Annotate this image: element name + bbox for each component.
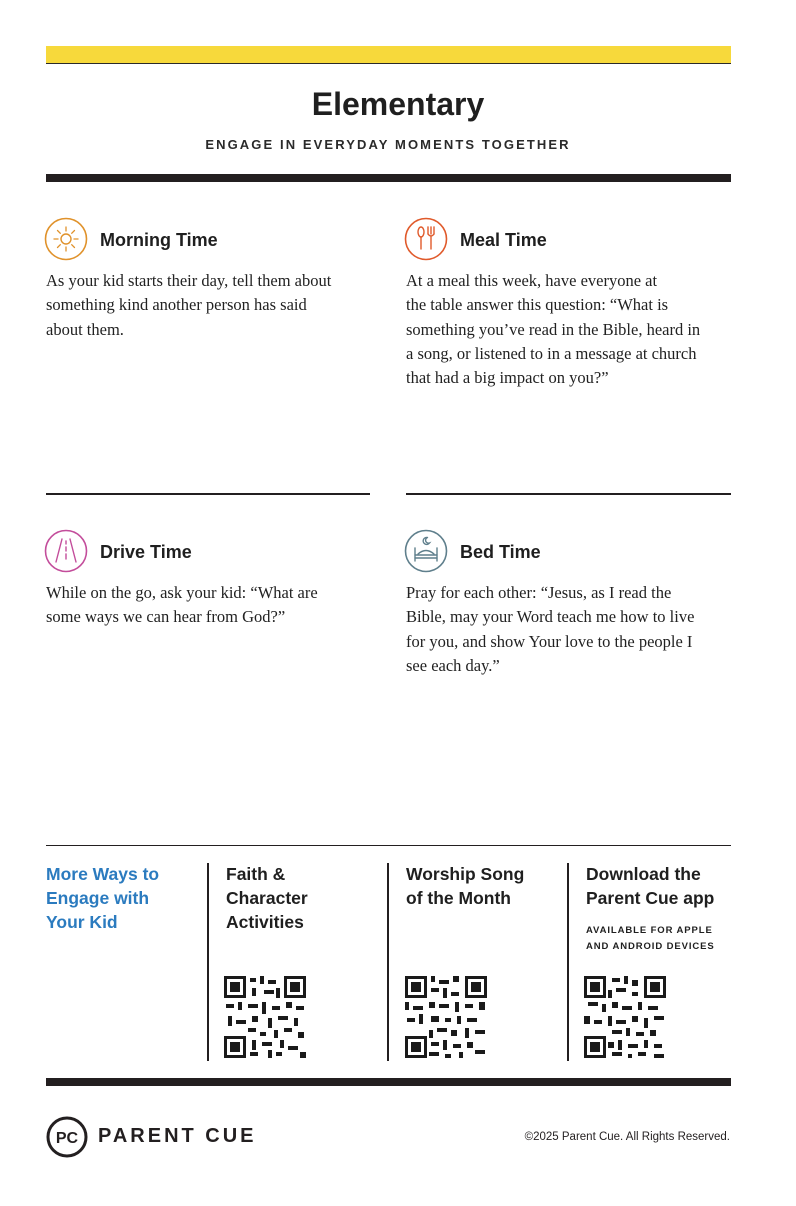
parent-cue-logo bbox=[46, 1116, 88, 1158]
footer-bottom-rule bbox=[46, 1078, 731, 1086]
meal-time-title: Meal Time bbox=[460, 230, 547, 250]
section-divider-left bbox=[46, 493, 370, 495]
app-availability-note: AVAILABLE FOR APPLE AND ANDROID DEVICES bbox=[586, 925, 715, 952]
footer-column-divider bbox=[387, 863, 389, 1061]
meal-time-text: At a meal this week, have everyone at the table answer this question: “What is something you’ve read in the Bible, heard in a song, or listened to in a message at church that had a big impact on you?” bbox=[406, 271, 701, 388]
worship-song-heading: Worship Song of the Month bbox=[406, 864, 525, 908]
brand-name: PARENT CUE bbox=[98, 1125, 257, 1147]
faith-character-heading: Faith & Character Activities bbox=[226, 864, 308, 932]
morning-time-title: Morning Time bbox=[100, 230, 218, 250]
header-divider bbox=[46, 174, 731, 182]
bed-time-title: Bed Time bbox=[460, 542, 541, 562]
footer-column-divider bbox=[567, 863, 569, 1061]
more-ways-heading: More Ways to Engage with Your Kid bbox=[46, 864, 160, 932]
bed-moon-icon bbox=[404, 529, 448, 573]
road-icon bbox=[44, 529, 88, 573]
fork-spoon-icon bbox=[404, 217, 448, 261]
top-accent-bar bbox=[46, 46, 731, 64]
page-subtitle: ENGAGE IN EVERYDAY MOMENTS TOGETHER bbox=[205, 137, 571, 152]
qr-code-parent-cue-app[interactable] bbox=[584, 976, 666, 1058]
svg-text:PC: PC bbox=[55, 1130, 79, 1147]
qr-code-worship-song[interactable] bbox=[405, 976, 487, 1058]
section-divider-right bbox=[406, 493, 731, 495]
drive-time-title: Drive Time bbox=[100, 542, 192, 562]
footer-top-rule bbox=[46, 845, 731, 846]
morning-time-text: As your kid starts their day, tell them about something kind another person has said about them. bbox=[46, 271, 332, 339]
qr-code-faith-activities[interactable] bbox=[224, 976, 306, 1058]
drive-time-text: While on the go, ask your kid: “What are some ways we can hear from God?” bbox=[46, 583, 318, 627]
sun-icon bbox=[44, 217, 88, 261]
bed-time-text: Pray for each other: “Jesus, as I read the Bible, may your Word teach me how to live for you, and show Your love to the people I see each day.” bbox=[406, 583, 695, 675]
page-title: Elementary bbox=[311, 86, 485, 122]
copyright-text: ©2025 Parent Cue. All Rights Reserved. bbox=[524, 1131, 730, 1143]
download-app-heading: Download the Parent Cue app bbox=[586, 864, 715, 908]
footer-column-divider bbox=[207, 863, 209, 1061]
